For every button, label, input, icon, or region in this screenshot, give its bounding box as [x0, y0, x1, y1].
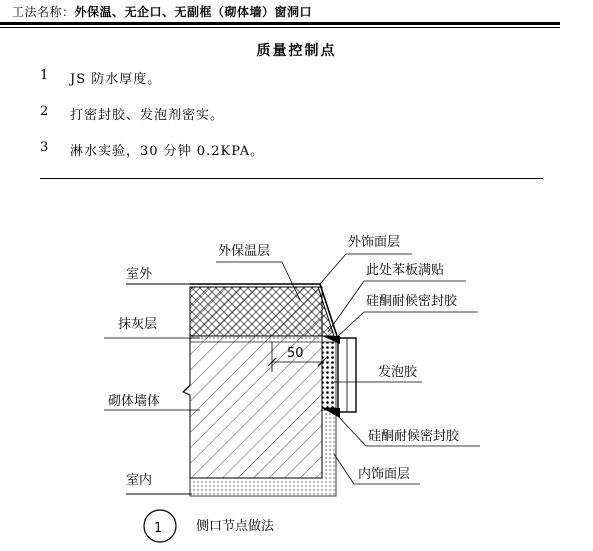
header-label: 工法名称：: [12, 5, 75, 19]
label-outdoor: 室外: [126, 267, 153, 282]
item-number: 1: [40, 68, 50, 83]
label-eps-note: 此处苯板满贴: [366, 263, 445, 278]
item-number: 2: [40, 104, 50, 119]
plaster-stripe: [190, 336, 322, 342]
label-insulation: 外保温层: [218, 244, 271, 259]
foam-strip: [322, 342, 336, 408]
node-number: 1: [154, 521, 163, 536]
item-text: 打密封胶、发泡剂密实。: [70, 108, 225, 123]
label-sealant-top: 硅酮耐候密封胶: [366, 294, 458, 309]
section-title: 质量控制点: [256, 43, 337, 59]
dimension-label: 50: [287, 346, 304, 361]
item-text: JS 防水厚度。: [70, 72, 162, 87]
label-interior-finish: 内饰面层: [358, 467, 411, 482]
label-plaster: 抹灰层: [118, 317, 158, 332]
insulation-layer: [190, 287, 334, 336]
label-exterior-finish: 外饰面层: [348, 235, 401, 250]
label-foam: 发泡胶: [378, 365, 418, 380]
item-text: 淋水实验，30 分钟 0.2KPA。: [70, 144, 265, 159]
label-masonry: 砌体墙体: [108, 394, 161, 409]
header-value: 外保温、无企口、无副框（砌体墙）窗洞口: [74, 5, 313, 19]
item-number: 3: [40, 140, 50, 155]
label-indoor: 室内: [126, 473, 153, 488]
label-sealant-bottom: 硅酮耐候密封胶: [368, 429, 460, 444]
node-caption: 侧口节点做法: [196, 519, 275, 534]
